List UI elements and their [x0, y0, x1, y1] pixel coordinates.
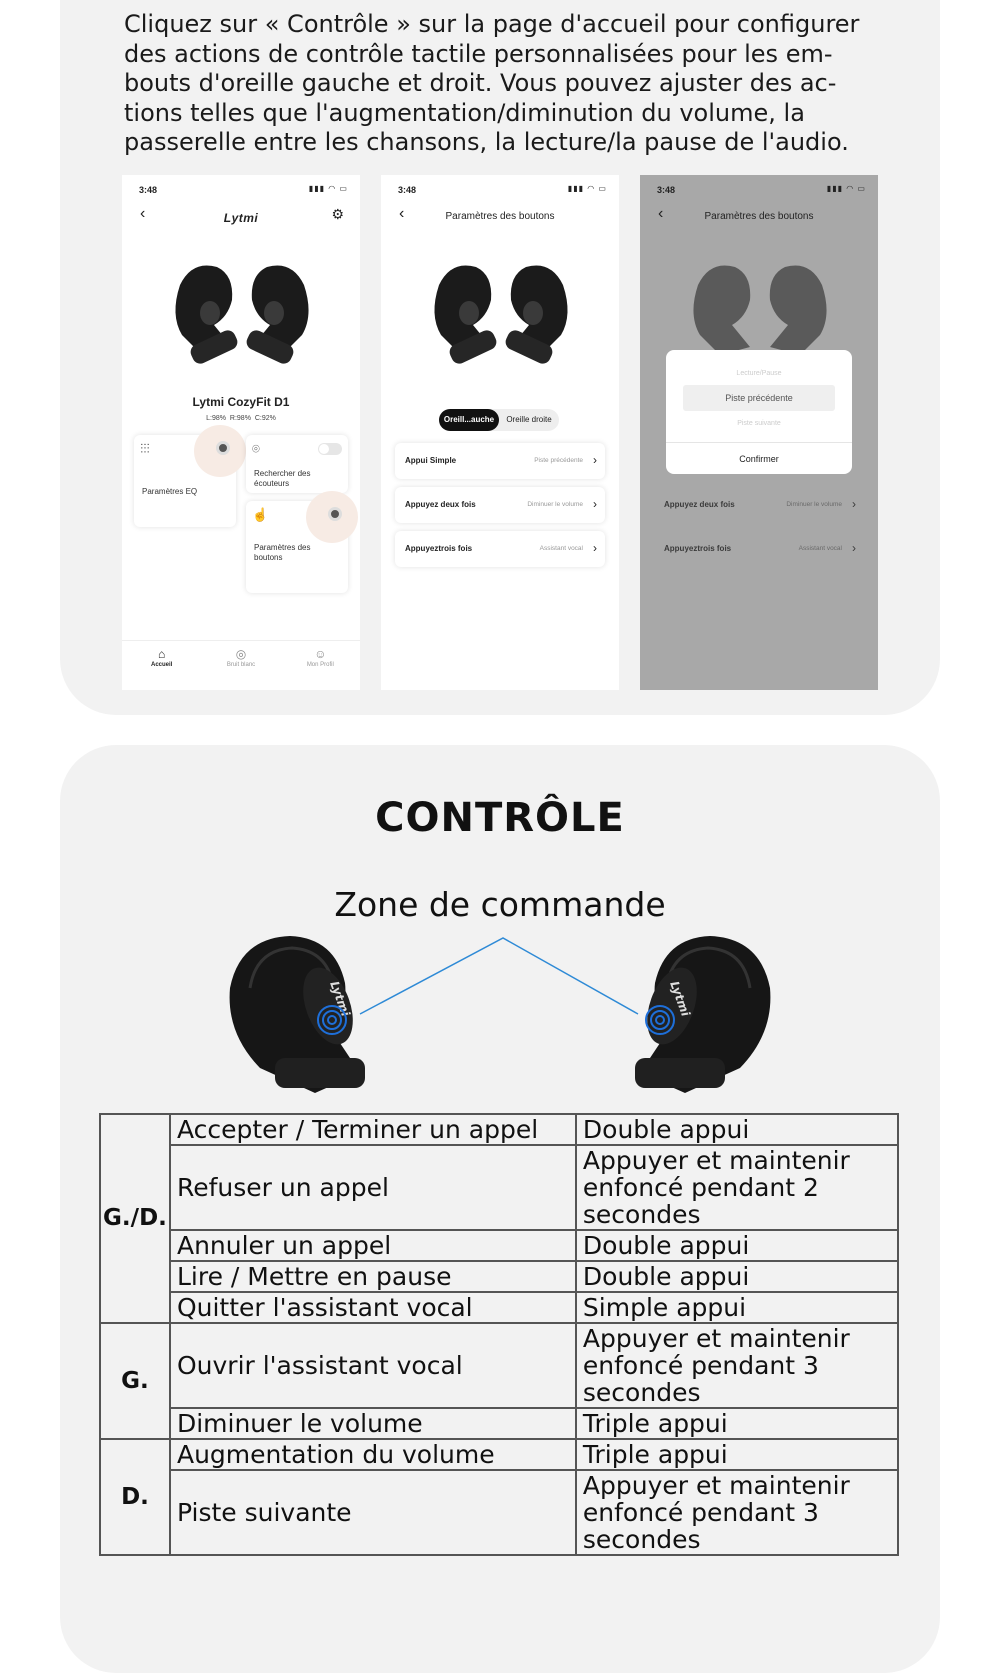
chevron-right-icon: › [593, 453, 597, 467]
battery-status [122, 415, 360, 422]
intro-text: Cliquez sur « Contrôle » sur la page d'accueil pour configurer des actions de contrôle tactile personnalisées pour les em-bouts d'oreille gauche et droit. Vous pouvez ajuster des ac-tions telles que l'augmentation/diminution du volume, la passerelle entre les chansons, la lecture/la pause de l'audio. [124, 10, 860, 156]
section-title: CONTRÔLE [375, 795, 625, 841]
action-cell: Piste suivante [170, 1470, 576, 1555]
screen-title: Paramètres des boutons [704, 211, 814, 222]
chevron-right-icon: › [593, 541, 597, 555]
device-name: Lytmi CozyFit D1 [192, 395, 290, 409]
triple-tap-row[interactable]: Appuyeztrois fois Assistant vocal › [395, 531, 605, 567]
button-settings-label: Paramètres des boutons [254, 543, 311, 562]
table-row [100, 1261, 898, 1292]
tab-white-noise[interactable]: ◎ Bruit blanc [201, 641, 280, 690]
action-picker-dialog [666, 350, 852, 474]
table-row [100, 1114, 898, 1145]
action-cell: Ouvrir l'assistant vocal [170, 1323, 576, 1408]
back-icon[interactable]: ‹ [399, 205, 405, 222]
eq-settings-card[interactable] [134, 435, 236, 527]
action-cell: Diminuer le volume [170, 1408, 576, 1439]
table-row [100, 1292, 898, 1323]
earbud-brand-right: Lytmi [667, 979, 693, 1019]
gesture-cell: Triple appui [576, 1408, 898, 1439]
battery-case: C:92% [254, 415, 276, 422]
table-row [100, 1408, 898, 1439]
earbud-brand-left: Lytmi [327, 979, 353, 1019]
status-icons: ▮▮▮ ◠ ▭ [826, 184, 866, 193]
tab-profile[interactable]: ☺ Mon Profil [281, 641, 360, 690]
back-icon[interactable]: ‹ [140, 205, 146, 222]
status-time: 3:48 [139, 185, 158, 195]
action-cell: Accepter / Terminer un appel [170, 1114, 576, 1145]
callout-lines [360, 938, 638, 1014]
group-left: G. [100, 1323, 170, 1439]
gesture-cell: Double appui [576, 1114, 898, 1145]
home-icon: ⌂ [158, 647, 166, 661]
equalizer-icon: ⫶⫶⫶ [140, 441, 150, 456]
status-icons: ▮▮▮ ◠ ▭ [308, 184, 348, 193]
table-row [100, 1470, 898, 1555]
table-row [100, 1145, 898, 1230]
triple-tap-row[interactable]: Appuyeztrois fois Assistant vocal › [664, 541, 856, 555]
chevron-right-icon: › [852, 541, 856, 555]
action-cell: Augmentation du volume [170, 1439, 576, 1470]
double-tap-row[interactable]: Appuyez deux fois Diminuer le volume › [664, 497, 856, 511]
chevron-right-icon: › [852, 497, 856, 511]
gesture-cell: Appuyer et maintenir enfoncé pendant 2 secondes [576, 1145, 898, 1230]
bottom-tab-bar [122, 640, 360, 690]
table-row [100, 1439, 898, 1470]
chevron-right-icon: › [593, 497, 597, 511]
find-earbuds-label: Rechercher des écouteurs [254, 469, 311, 488]
phone-screenshot-button-settings [381, 175, 619, 690]
tab-left-ear[interactable]: Oreill...auche [439, 409, 499, 431]
tab-right-ear[interactable]: Oreille droite [506, 415, 552, 424]
earbuds-image [162, 255, 322, 365]
picker-option-above[interactable]: Lecture/Pause [736, 370, 782, 377]
brand-logo-text: Lytmi [223, 211, 259, 225]
button-settings-card[interactable] [246, 501, 348, 593]
action-cell: Refuser un appel [170, 1145, 576, 1230]
gesture-cell: Appuyer et maintenir enfoncé pendant 3 secondes [576, 1470, 898, 1555]
phone-screenshot-home [122, 175, 360, 690]
battery-left: L:98% [206, 415, 227, 422]
ear-selector [439, 409, 559, 431]
action-cell: Lire / Mettre en pause [170, 1261, 576, 1292]
right-earbud [635, 936, 770, 1093]
action-cell: Annuler un appel [170, 1230, 576, 1261]
app-brand [122, 211, 360, 225]
group-both: G./D. [100, 1114, 170, 1323]
earbud-control-diagram [220, 918, 780, 1093]
gesture-cell: Appuyer et maintenir enfoncé pendant 3 secondes [576, 1323, 898, 1408]
screen-title: Paramètres des boutons [445, 211, 555, 222]
picker-option-selected[interactable]: Piste précédente [683, 385, 835, 411]
gesture-cell: Double appui [576, 1261, 898, 1292]
gesture-cell: Simple appui [576, 1292, 898, 1323]
picker-option-below[interactable]: Piste suivante [737, 420, 781, 427]
earbuds-image [421, 255, 581, 365]
double-tap-row[interactable]: Appuyez deux fois Diminuer le volume › [395, 487, 605, 523]
action-cell: Quitter l'assistant vocal [170, 1292, 576, 1323]
gesture-cell: Double appui [576, 1230, 898, 1261]
location-pin-icon: ⌾ [252, 441, 260, 456]
earbuds-image [680, 255, 840, 365]
user-icon: ☺ [314, 647, 327, 661]
confirm-button[interactable]: Confirmer [666, 442, 852, 474]
status-time: 3:48 [398, 185, 417, 195]
table-row [100, 1323, 898, 1408]
find-earbuds-card[interactable] [246, 435, 348, 493]
table-row [100, 1230, 898, 1261]
group-right: D. [100, 1439, 170, 1555]
tap-hand-icon: ☝ [252, 507, 269, 522]
status-time: 3:48 [657, 185, 676, 195]
gear-icon[interactable]: ⚙ [331, 206, 344, 222]
eq-settings-label: Paramètres EQ [142, 487, 198, 496]
control-table [99, 1113, 899, 1556]
phone-screenshot-picker [640, 175, 878, 690]
find-toggle[interactable] [318, 443, 342, 455]
back-icon[interactable]: ‹ [658, 205, 664, 222]
tab-home[interactable]: ⌂ Accueil [122, 641, 201, 690]
battery-right: R:98% [229, 415, 251, 422]
single-tap-row[interactable]: Appui Simple Piste précédente › [395, 443, 605, 479]
gesture-cell: Triple appui [576, 1439, 898, 1470]
control-zone-label: Zone de commande [334, 885, 666, 924]
planet-icon: ◎ [235, 647, 247, 661]
status-icons: ▮▮▮ ◠ ▭ [567, 184, 607, 193]
